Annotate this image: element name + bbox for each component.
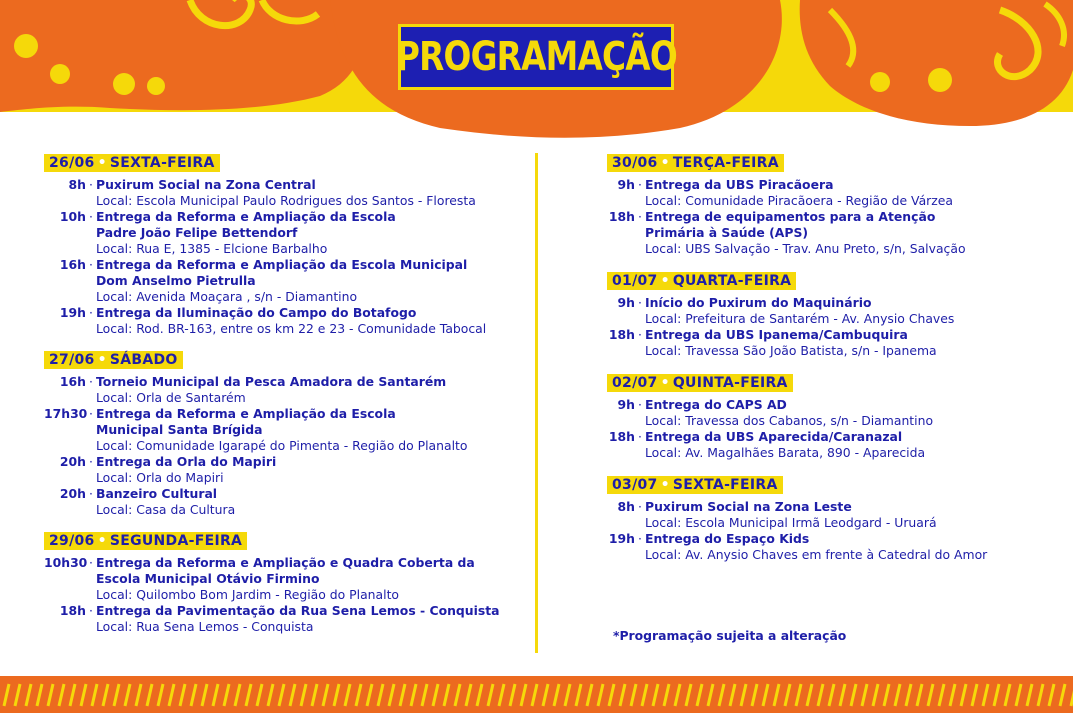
event-item: [44, 603, 524, 635]
day-date: 01/07: [612, 273, 658, 289]
event-title: Entrega da UBS Piracãoera: [645, 177, 834, 192]
day-header: [44, 154, 220, 172]
day-date: 02/07: [612, 375, 658, 391]
event-item: [607, 177, 1067, 209]
event-item: [44, 177, 524, 209]
separator-dot: ·: [638, 531, 642, 546]
day-date: 29/06: [49, 533, 95, 549]
event-location: Local: Travessa dos Cabanos, s/n - Diamantino: [645, 413, 934, 428]
event-body: [645, 429, 1067, 461]
event-time: 19h: [608, 531, 635, 546]
title-banner: [395, 24, 677, 90]
event-time: 10h: [59, 209, 86, 224]
event-time: 9h: [617, 295, 635, 310]
day-header: [607, 272, 796, 290]
event-title: Entrega da Pavimentação da Rua Sena Lemos - Conquista: [96, 603, 500, 618]
day-header: [44, 532, 247, 550]
event-location: Local: Escola Municipal Paulo Rodrigues dos Santos - Floresta: [96, 193, 476, 208]
separator-dot: ·: [89, 305, 93, 320]
event-title: Primária à Saúde (APS): [645, 225, 809, 240]
separator-dot: ·: [89, 257, 93, 272]
day-section: [607, 474, 1067, 563]
separator-dot: ·: [638, 209, 642, 224]
event-location: Local: UBS Salvação - Trav. Anu Preto, s/n, Salvação: [645, 241, 966, 256]
event-time: 19h: [59, 305, 86, 320]
event-title: Entrega do CAPS AD: [645, 397, 787, 412]
event-body: [96, 209, 524, 257]
day-date: 27/06: [49, 352, 95, 368]
event-time: 9h: [617, 397, 635, 412]
event-time: 10h30: [44, 555, 88, 570]
event-body: [645, 327, 1067, 359]
day-weekday: SÁBADO: [109, 352, 178, 368]
day-date: 30/06: [612, 155, 658, 171]
page-title: PROGRAMAÇÃO: [395, 34, 677, 80]
event-location: Local: Prefeitura de Santarém - Av. Anysio Chaves: [645, 311, 955, 326]
event-item: [607, 499, 1067, 531]
schedule-note: *Programação sujeita a alteração: [613, 628, 847, 643]
day-weekday: SEXTA-FEIRA: [672, 477, 778, 493]
event-title: Municipal Santa Brígida: [96, 422, 263, 437]
event-location: Local: Escola Municipal Irmã Leodgard - Uruará: [645, 515, 937, 530]
event-title: Puxirum Social na Zona Leste: [645, 499, 852, 514]
event-item: [44, 305, 524, 337]
event-item: [44, 454, 524, 486]
event-title: Banzeiro Cultural: [96, 486, 218, 501]
event-item: [44, 374, 524, 406]
bullet-icon: •: [660, 477, 670, 493]
event-location: Local: Comunidade Piracãoera - Região de Várzea: [645, 193, 953, 208]
day-weekday: SEGUNDA-FEIRA: [109, 533, 243, 549]
day-weekday: QUARTA-FEIRA: [672, 273, 792, 289]
event-location: Local: Travessa São João Batista, s/n - Ipanema: [645, 343, 937, 358]
bullet-icon: •: [660, 375, 670, 391]
bullet-icon: •: [660, 273, 670, 289]
separator-dot: ·: [638, 397, 642, 412]
event-item: [607, 209, 1067, 257]
event-location: Local: Orla de Santarém: [96, 390, 246, 405]
event-body: [645, 499, 1067, 531]
event-item: [44, 209, 524, 257]
event-title: Entrega da UBS Ipanema/Cambuquira: [645, 327, 908, 342]
event-title: Entrega da Reforma e Ampliação da Escola: [96, 209, 396, 224]
event-location: Local: Quilombo Bom Jardim - Região do Planalto: [96, 587, 400, 602]
day-section: [44, 152, 524, 337]
day-weekday: TERÇA-FEIRA: [672, 155, 779, 171]
event-time: 18h: [608, 429, 635, 444]
event-time: 8h: [617, 499, 635, 514]
event-body: [645, 209, 1067, 257]
event-body: [96, 177, 524, 209]
event-time: 17h30: [44, 406, 88, 421]
event-title: Entrega da Iluminação do Campo do Botafogo: [96, 305, 417, 320]
event-body: [96, 486, 524, 518]
event-location: Local: Av. Anysio Chaves em frente à Catedral do Amor: [645, 547, 988, 562]
day-section: [607, 152, 1067, 257]
event-body: [645, 397, 1067, 429]
event-item: [607, 429, 1067, 461]
event-location: Local: Avenida Moaçara , s/n - Diamantino: [96, 289, 358, 304]
event-time: 9h: [617, 177, 635, 192]
separator-dot: ·: [638, 295, 642, 310]
event-body: [96, 603, 524, 635]
event-title: Entrega da Reforma e Ampliação e Quadra Coberta da: [96, 555, 475, 570]
event-body: [645, 295, 1067, 327]
event-item: [607, 295, 1067, 327]
bullet-icon: •: [97, 155, 107, 171]
column-divider: [535, 153, 538, 653]
separator-dot: ·: [89, 177, 93, 192]
event-location: Local: Casa da Cultura: [96, 502, 236, 517]
event-title: Dom Anselmo Pietrulla: [96, 273, 256, 288]
separator-dot: ·: [638, 327, 642, 342]
event-location: Local: Rod. BR-163, entre os km 22 e 23 - Comunidade Tabocal: [96, 321, 487, 336]
bullet-icon: •: [97, 533, 107, 549]
event-body: [96, 257, 524, 305]
day-header: [44, 351, 183, 369]
schedule-right-column: [607, 152, 1067, 576]
event-body: [96, 454, 524, 486]
event-time: 8h: [68, 177, 86, 192]
event-body: [96, 555, 524, 603]
event-time: 18h: [608, 209, 635, 224]
event-title: Entrega da Reforma e Ampliação da Escola Municipal: [96, 257, 468, 272]
schedule-left-column: [44, 152, 524, 647]
event-body: [645, 531, 1067, 563]
event-title: Entrega da Reforma e Ampliação da Escola: [96, 406, 396, 421]
day-date: 03/07: [612, 477, 658, 493]
event-title: Entrega do Espaço Kids: [645, 531, 810, 546]
event-title: Padre João Felipe Bettendorf: [96, 225, 298, 240]
day-date: 26/06: [49, 155, 95, 171]
event-body: [96, 374, 524, 406]
separator-dot: ·: [89, 603, 93, 618]
bullet-icon: •: [97, 352, 107, 368]
event-item: [607, 397, 1067, 429]
event-location: Local: Orla do Mapiri: [96, 470, 224, 485]
event-location: Local: Rua E, 1385 - Elcione Barbalho: [96, 241, 328, 256]
event-time: 18h: [59, 603, 86, 618]
separator-dot: ·: [638, 177, 642, 192]
event-body: [645, 177, 1067, 209]
separator-dot: ·: [638, 429, 642, 444]
separator-dot: ·: [89, 374, 93, 389]
separator-dot: ·: [89, 209, 93, 224]
event-time: 20h: [59, 454, 86, 469]
event-title: Entrega da UBS Aparecida/Caranazal: [645, 429, 903, 444]
day-section: [44, 349, 524, 518]
event-body: [96, 305, 524, 337]
event-time: 16h: [59, 257, 86, 272]
separator-dot: ·: [89, 555, 93, 570]
event-item: [44, 555, 524, 603]
day-section: [607, 372, 1067, 461]
event-title: Início do Puxirum do Maquinário: [645, 295, 872, 310]
event-location: Local: Comunidade Igarapé do Pimenta - Região do Planalto: [96, 438, 468, 453]
day-section: [607, 270, 1067, 359]
day-weekday: QUINTA-FEIRA: [672, 375, 788, 391]
separator-dot: ·: [89, 486, 93, 501]
event-title: Puxirum Social na Zona Central: [96, 177, 316, 192]
event-time: 16h: [59, 374, 86, 389]
event-item: [607, 327, 1067, 359]
event-title: Entrega de equipamentos para a Atenção: [645, 209, 936, 224]
day-section: [44, 530, 524, 635]
event-title: Torneio Municipal da Pesca Amadora de Santarém: [96, 374, 447, 389]
event-location: Local: Rua Sena Lemos - Conquista: [96, 619, 314, 634]
event-item: [44, 406, 524, 454]
separator-dot: ·: [89, 406, 93, 421]
event-time: 18h: [608, 327, 635, 342]
event-location: Local: Av. Magalhães Barata, 890 - Aparecida: [645, 445, 926, 460]
event-item: [44, 486, 524, 518]
event-title: Entrega da Orla do Mapiri: [96, 454, 277, 469]
bottom-decoration: [0, 676, 1073, 713]
event-item: [44, 257, 524, 305]
separator-dot: ·: [638, 499, 642, 514]
event-body: [96, 406, 524, 454]
day-weekday: SEXTA-FEIRA: [109, 155, 215, 171]
bullet-icon: •: [660, 155, 670, 171]
day-header: [607, 476, 783, 494]
day-header: [607, 154, 784, 172]
event-time: 20h: [59, 486, 86, 501]
separator-dot: ·: [89, 454, 93, 469]
day-header: [607, 374, 793, 392]
event-item: [607, 531, 1067, 563]
event-title: Escola Municipal Otávio Firmino: [96, 571, 320, 586]
